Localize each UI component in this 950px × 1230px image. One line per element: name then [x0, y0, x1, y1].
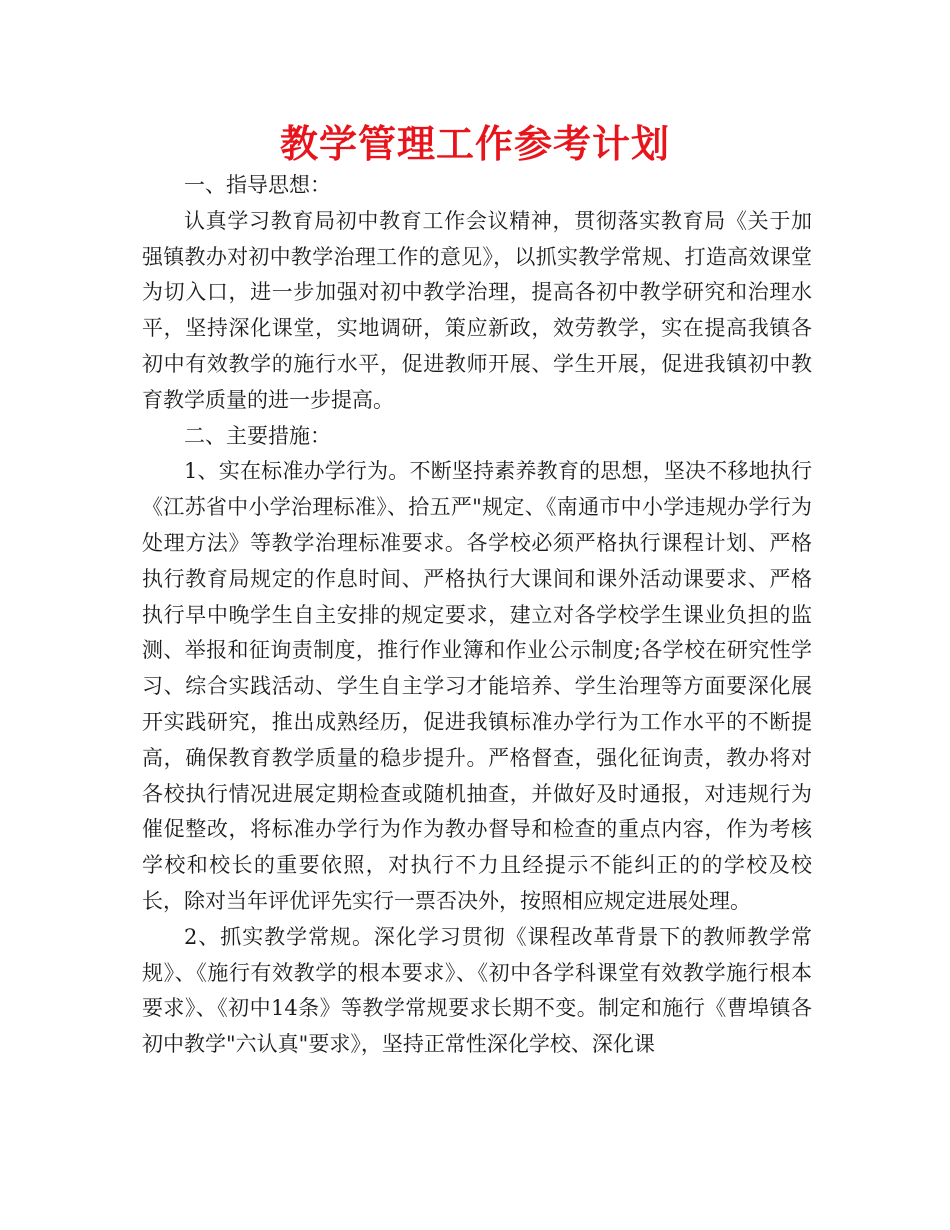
- document-title: 教学管理工作参考计划: [279, 122, 670, 166]
- section-heading-guiding-ideology: 一、指导思想：: [184, 173, 331, 197]
- paragraph-guiding-ideology: 认真学习教育局初中教育工作会议精神，贯彻落实教育局《关于加强镇教办对初中教学治理工作的意见》，以抓实教学常规、打造高效课堂为切入口，进一步加强对初中教学治理，提高各初中教学研究和治理水平，坚持深化课堂，实地调研，策应新政，效劳教学，实在提高我镇各初中有效教学的施行水平，促进教师开展、学生开展，促进我镇初中教育教学质量的进一步提高。: [142, 208, 812, 412]
- section-heading-main-measures: 二、主要措施：: [184, 423, 331, 448]
- document-body: [142, 168, 812, 1063]
- paragraph-measure-2: 2、抓实教学常规。深化学习贯彻《课程改革背景下的教师教学常规》、《施行有效教学的根本要求》、《初中各学科课堂有效教学施行根本要求》、《初中14条》等教学常规要求长期不变。制定和施行《曹埠镇各初中教学"六认真"要求》，坚持正常性深化学校、深化课: [142, 924, 812, 1057]
- paragraph-measure-1: 1、实在标准办学行为。不断坚持素养教育的思想，坚决不移地执行《江苏省中小学治理标准》、拾五严"规定、《南通市中小学违规办学行为处理方法》等教学治理标准要求。各学校必须严格执行课程计划、严格执行教育局规定的作息时间、严格执行大课间和课外活动课要求、严格执行早中晚学生自主安排的规定要求，建立对各学校学生课业负担的监测、举报和征询责制度，推行作业簿和作业公示制度;各学校在研究性学习、综合实践活动、学生自主学习才能培养、学生治理等方面要深化展开实践研究，推出成熟经历，促进我镇标准办学行为工作水平的不断提高，确保教育教学质量的稳步提升。严格督查，强化征询责，教办将对各校执行情况进展定期检查或随机抽查，并做好及时通报，对违规行为催促整改，将标准办学行为作为教办督导和检查的重点内容，作为考核学校和校长的重要依照，对执行不力且经提示不能纠正的的学校及校长，除对当年评优评先实行一票否决外，按照相应规定进展处理。: [142, 459, 812, 913]
